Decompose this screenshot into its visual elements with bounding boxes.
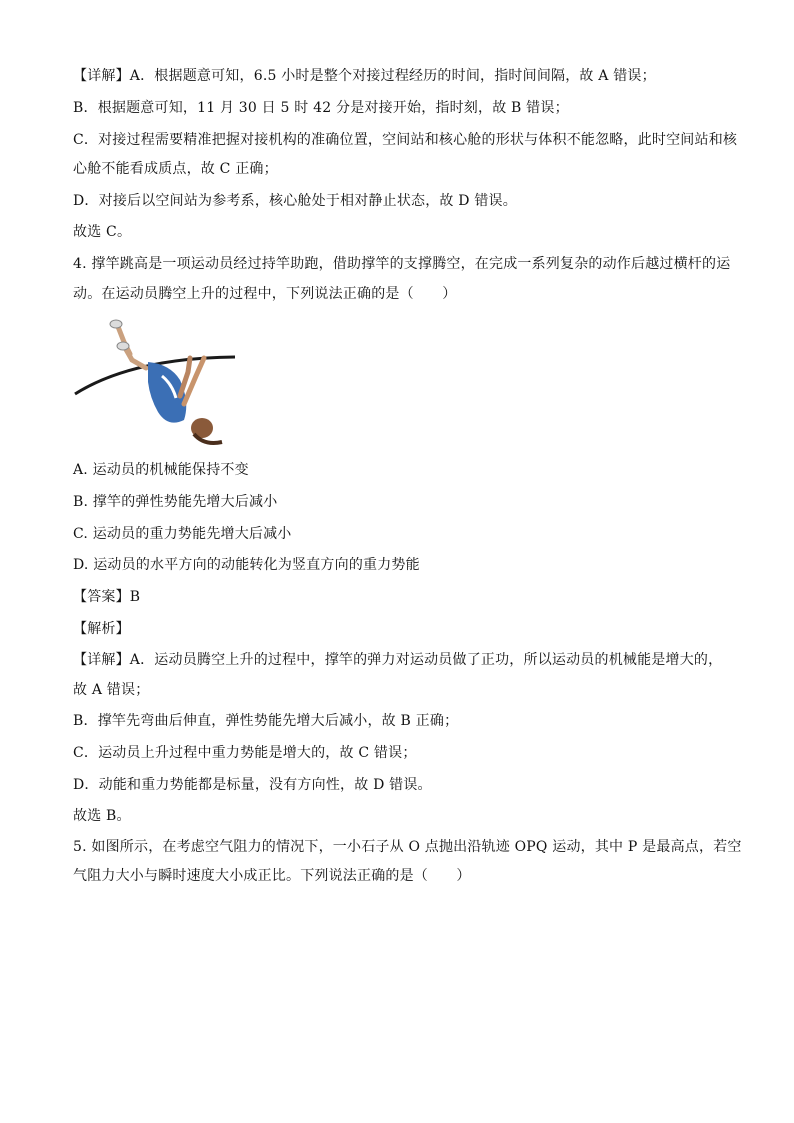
- q3-detail-d: D．对接后以空间站为参考系，核心舱处于相对静止状态，故 D 错误。: [73, 193, 517, 209]
- q3-detail-b: B．根据题意可知，11 月 30 日 5 时 42 分是对接开始，指时刻，故 B 错误；: [73, 100, 569, 116]
- q4-option-a: A. 运动员的机械能保持不变: [73, 462, 249, 478]
- q4-stem-line1: 4. 撑竿跳高是一项运动员经过持竿助跑，借助撑竿的支撑腾空，在完成一系列复杂的动作后越过横杆的运: [73, 256, 731, 272]
- q4-option-d: D. 运动员的水平方向的动能转化为竖直方向的重力势能: [73, 557, 420, 573]
- q4-detail-c: C．运动员上升过程中重力势能是增大的，故 C 错误；: [73, 745, 417, 761]
- pole-vault-figure: [72, 316, 244, 450]
- q4-conclusion: 故选 B。: [73, 808, 131, 824]
- athlete-shoe-1: [110, 320, 122, 328]
- q4-detail-d: D．动能和重力势能都是标量，没有方向性，故 D 错误。: [73, 777, 432, 793]
- q3-detail-c-line2: 心舱不能看成质点，故 C 正确；: [73, 161, 278, 177]
- q4-detail-b: B．撑竿先弯曲后伸直，弹性势能先增大后减小，故 B 正确；: [73, 713, 459, 729]
- q4-stem-line2: 动。在运动员腾空上升的过程中，下列说法正确的是（ ）: [73, 286, 457, 302]
- q5-stem-line2: 气阻力大小与瞬时速度大小成正比。下列说法正确的是（ ）: [73, 868, 471, 884]
- q3-detail-a: 【详解】A．根据题意可知，6.5 小时是整个对接过程经历的时间，指时间间隔，故 A 错误；: [73, 68, 656, 84]
- q4-analysis-title: 【解析】: [73, 621, 130, 637]
- q5-stem-line1: 5. 如图所示，在考虑空气阻力的情况下，一小石子从 O 点抛出沿轨迹 OPQ 运动，其中 P 是最高点，若空: [73, 839, 742, 855]
- q4-answer: 【答案】B: [73, 589, 141, 605]
- q4-detail-a-line2: 故 A 错误；: [73, 682, 150, 698]
- q3-conclusion: 故选 C。: [73, 224, 132, 240]
- q3-detail-c-line1: C．对接过程需要精准把握对接机构的准确位置，空间站和核心舱的形状与体积不能忽略，此时空间站和核: [73, 132, 738, 148]
- q4-option-c: C. 运动员的重力势能先增大后减小: [73, 526, 292, 542]
- q4-option-b: B. 撑竿的弹性势能先增大后减小: [73, 494, 278, 510]
- q4-detail-a-line1: 【详解】A．运动员腾空上升的过程中，撑竿的弹力对运动员做了正功，所以运动员的机械能是增大的，: [73, 652, 723, 668]
- athlete-shoe-2: [117, 342, 129, 350]
